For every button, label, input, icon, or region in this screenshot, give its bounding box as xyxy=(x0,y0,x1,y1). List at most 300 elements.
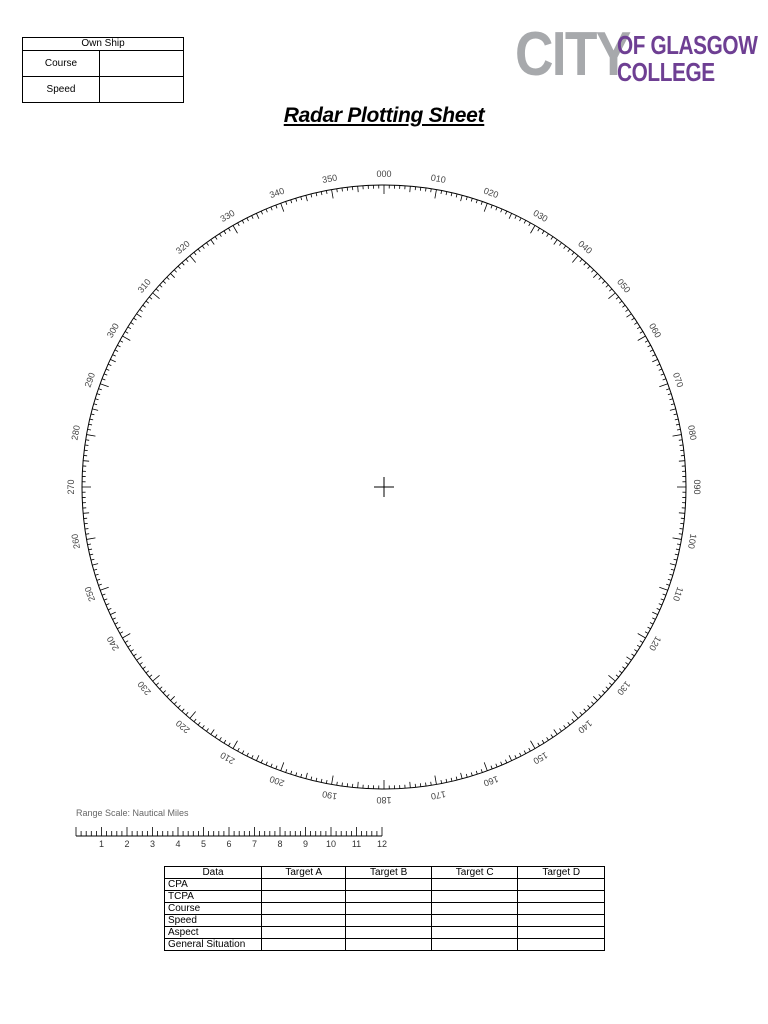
range-scale-label: Range Scale: Nautical Miles xyxy=(76,808,189,818)
compass-tick xyxy=(645,341,648,343)
range-scale-tick-label: 1 xyxy=(98,839,105,849)
compass-tick xyxy=(631,318,634,320)
compass-tick xyxy=(524,751,526,754)
range-scale xyxy=(76,827,387,849)
compass-tick xyxy=(505,211,506,214)
bearing-label: 260 xyxy=(69,533,82,550)
compass-tick xyxy=(652,359,657,362)
compass-tick xyxy=(599,277,602,279)
logo-city-text: CITY xyxy=(515,20,630,89)
compass-tick xyxy=(83,513,89,514)
compass-tick xyxy=(568,249,570,252)
compass-tick xyxy=(233,741,238,749)
compass-tick xyxy=(276,205,277,208)
compass-tick xyxy=(564,725,566,728)
compass-tick xyxy=(670,409,676,411)
table-cell[interactable] xyxy=(262,891,346,903)
table-cell[interactable] xyxy=(262,879,346,891)
compass-tick xyxy=(461,773,463,779)
compass-tick xyxy=(198,249,200,252)
table-cell[interactable] xyxy=(431,903,518,915)
compass-tick xyxy=(588,266,590,269)
compass-tick xyxy=(296,772,297,775)
compass-tick xyxy=(538,228,540,231)
compass-tick xyxy=(471,772,472,775)
compass-tick xyxy=(88,544,91,545)
compass-tick xyxy=(674,414,677,415)
compass-tick xyxy=(602,691,605,693)
compass-tick xyxy=(625,309,628,311)
compass-tick xyxy=(281,203,284,211)
range-scale-tick-label: 4 xyxy=(175,839,181,849)
compass-tick xyxy=(178,266,180,269)
compass-tick xyxy=(86,440,89,441)
compass-tick xyxy=(91,414,94,415)
table-cell[interactable] xyxy=(518,939,605,951)
compass-tick xyxy=(134,318,137,320)
compass-tick xyxy=(194,252,196,255)
compass-tick xyxy=(332,190,334,199)
compass-tick xyxy=(547,737,549,740)
table-header: Data xyxy=(165,867,262,879)
compass-tick xyxy=(625,662,628,664)
bearing-label: 050 xyxy=(615,276,633,295)
compass-tick xyxy=(484,203,487,211)
compass-tick xyxy=(668,394,671,395)
compass-tick xyxy=(301,197,302,200)
compass-tick xyxy=(572,256,578,263)
compass-tick xyxy=(182,263,184,266)
compass-tick xyxy=(529,223,531,226)
compass-tick xyxy=(266,762,267,765)
compass-tick xyxy=(110,612,115,615)
compass-tick xyxy=(524,220,526,223)
compass-tick xyxy=(476,771,477,774)
compass-tick xyxy=(190,256,196,263)
table-cell[interactable] xyxy=(262,903,346,915)
compass-tick xyxy=(211,240,214,245)
compass-tick xyxy=(115,350,118,352)
bearing-label: 220 xyxy=(173,718,192,736)
compass-tick xyxy=(117,627,120,629)
table-cell[interactable] xyxy=(262,939,346,951)
bearing-label: 070 xyxy=(670,371,686,389)
compass-tick xyxy=(90,554,93,555)
compass-tick xyxy=(481,201,482,204)
compass-tick xyxy=(668,579,671,580)
bearing-label: 130 xyxy=(615,679,633,698)
bearing-label: 240 xyxy=(104,634,122,653)
compass-tick xyxy=(591,270,593,273)
compass-tick xyxy=(106,369,109,370)
compass-tick xyxy=(631,654,634,656)
compass-tick xyxy=(657,364,660,365)
compass-tick xyxy=(410,782,411,788)
compass-tick xyxy=(143,667,146,669)
compass-tick xyxy=(163,281,166,283)
table-cell[interactable] xyxy=(431,879,518,891)
compass-tick xyxy=(238,223,240,226)
compass-tick xyxy=(650,350,653,352)
range-scale-tick-label: 7 xyxy=(251,839,258,849)
compass-tick xyxy=(182,709,184,712)
table-cell[interactable] xyxy=(518,903,605,915)
compass-tick xyxy=(358,782,359,788)
compass-tick xyxy=(206,243,208,246)
compass-tick xyxy=(128,327,131,329)
compass-tick xyxy=(673,538,682,540)
compass-tick xyxy=(538,743,540,746)
compass-tick xyxy=(551,237,553,240)
compass-tick xyxy=(441,780,442,783)
compass-tick xyxy=(481,769,482,772)
compass-tick xyxy=(94,569,97,570)
compass-tick xyxy=(321,192,322,195)
compass-tick xyxy=(117,345,120,347)
compass-tick xyxy=(83,461,89,462)
compass-tick xyxy=(491,205,492,208)
table-cell[interactable] xyxy=(431,939,518,951)
compass-tick xyxy=(671,569,674,570)
table-cell[interactable] xyxy=(518,927,605,939)
compass-tick xyxy=(648,627,651,629)
compass-tick xyxy=(593,273,597,277)
compass-tick xyxy=(95,574,98,575)
bearing-label: 230 xyxy=(135,679,153,698)
compass-tick xyxy=(509,755,512,760)
compass-tick xyxy=(435,190,437,199)
compass-tick xyxy=(640,331,643,333)
compass-tick xyxy=(137,314,142,317)
compass-tick xyxy=(311,777,312,780)
compass-tick xyxy=(441,191,442,194)
compass-tick xyxy=(113,618,116,620)
compass-tick xyxy=(291,200,292,203)
compass-tick xyxy=(113,355,116,357)
compass-tick xyxy=(170,696,174,700)
compass-tick xyxy=(102,379,105,380)
compass-tick xyxy=(451,778,452,781)
row-label: CPA xyxy=(165,879,262,891)
table-cell[interactable] xyxy=(346,879,431,891)
compass-tick xyxy=(202,246,204,249)
compass-tick xyxy=(94,404,97,405)
compass-tick xyxy=(606,285,609,287)
bearing-label: 030 xyxy=(531,207,550,225)
compass-tick xyxy=(679,461,685,462)
compass-tick xyxy=(89,549,92,550)
bearing-label: 160 xyxy=(482,773,500,789)
compass-tick xyxy=(659,369,662,370)
compass-tick xyxy=(677,544,680,545)
bearing-label: 280 xyxy=(69,424,82,441)
compass-tick xyxy=(146,671,149,673)
compass-tick xyxy=(215,237,217,240)
compass-tick xyxy=(451,193,452,196)
table-cell[interactable] xyxy=(431,915,518,927)
compass-tick xyxy=(247,753,249,756)
compass-tick xyxy=(276,766,277,769)
bearing-label: 310 xyxy=(135,276,153,295)
bearing-label: 290 xyxy=(82,371,98,389)
range-scale-tick-label: 2 xyxy=(124,839,130,849)
compass-tick xyxy=(97,579,100,580)
compass-tick xyxy=(90,419,93,420)
compass-tick xyxy=(206,728,208,731)
compass-tick xyxy=(337,189,338,192)
compass-tick xyxy=(572,252,574,255)
compass-tick xyxy=(87,435,96,437)
center-cross-icon xyxy=(374,477,394,497)
compass-tick xyxy=(104,599,107,600)
compass-tick xyxy=(608,675,615,681)
compass-tick xyxy=(584,263,586,266)
table-cell[interactable] xyxy=(518,879,605,891)
compass-tick xyxy=(588,705,590,708)
bearing-label: 170 xyxy=(430,789,447,802)
compass-tick xyxy=(122,336,130,341)
logo-line2-text: COLLEGE xyxy=(617,57,715,87)
compass-tick xyxy=(198,722,200,725)
table-cell[interactable] xyxy=(262,927,346,939)
table-row xyxy=(165,891,605,903)
compass-tick xyxy=(311,194,312,197)
bearing-label: 150 xyxy=(531,749,550,767)
table-row xyxy=(165,903,605,915)
compass-tick xyxy=(202,725,204,728)
compass-tick xyxy=(178,705,180,708)
compass-tick xyxy=(572,719,574,722)
compass-tick xyxy=(609,683,612,685)
compass-tick xyxy=(194,719,196,722)
table-row xyxy=(165,879,605,891)
compass-tick xyxy=(515,755,517,758)
compass-tick xyxy=(256,755,259,760)
compass-tick xyxy=(95,399,98,400)
compass-tick xyxy=(110,359,115,362)
target-data-table xyxy=(164,866,605,951)
bearing-label: 180 xyxy=(376,795,392,805)
range-scale-tick-label: 8 xyxy=(277,839,283,849)
bearing-label: 270 xyxy=(66,479,76,495)
compass-tick xyxy=(190,711,196,718)
compass-tick xyxy=(657,608,660,609)
compass-tick xyxy=(669,574,672,575)
compass-tick xyxy=(669,399,672,400)
page-title: Radar Plotting Sheet xyxy=(283,104,485,127)
compass-tick xyxy=(559,728,561,731)
compass-tick xyxy=(306,773,308,779)
compass-tick xyxy=(316,193,317,196)
compass-tick xyxy=(640,641,643,643)
bearing-label: 120 xyxy=(646,634,664,653)
compass-tick xyxy=(661,374,664,375)
compass-tick xyxy=(670,564,676,566)
compass-tick xyxy=(496,764,497,767)
bearing-label: 110 xyxy=(670,585,686,603)
compass-tick xyxy=(211,729,214,734)
compass-tick xyxy=(501,762,502,765)
compass-tick xyxy=(606,687,609,689)
compass-tick xyxy=(326,780,327,783)
compass-tick xyxy=(220,234,222,237)
compass-tick xyxy=(634,323,637,325)
compass-tick xyxy=(652,612,657,615)
compass-tick xyxy=(134,654,137,656)
table-cell[interactable] xyxy=(346,891,431,903)
table-cell[interactable] xyxy=(518,915,605,927)
compass-tick xyxy=(286,769,287,772)
compass-tick xyxy=(86,534,89,535)
compass-tick xyxy=(609,289,612,291)
compass-tick xyxy=(156,289,159,291)
compass-tick xyxy=(626,657,631,660)
table-cell[interactable] xyxy=(431,927,518,939)
compass-tick xyxy=(456,194,457,197)
compass-tick xyxy=(100,587,108,590)
compass-tick xyxy=(501,209,502,212)
compass-tick xyxy=(291,771,292,774)
compass-tick xyxy=(261,760,262,763)
compass-tick xyxy=(87,538,96,540)
compass-tick xyxy=(431,782,432,785)
compass-rose xyxy=(66,169,702,805)
compass-tick xyxy=(247,218,249,221)
compass-tick xyxy=(186,259,188,262)
bearing-label: 020 xyxy=(482,185,500,201)
compass-tick xyxy=(92,564,98,566)
compass-tick xyxy=(593,696,597,700)
row-label: Speed xyxy=(165,915,262,927)
compass-tick xyxy=(410,186,411,192)
table-header: Target A xyxy=(262,867,346,879)
compass-tick xyxy=(679,513,685,514)
compass-tick xyxy=(619,671,622,673)
range-scale-tick-label: 5 xyxy=(200,839,207,849)
row-label: Course xyxy=(165,903,262,915)
compass-tick xyxy=(358,186,359,192)
bearing-label: 350 xyxy=(321,172,338,185)
own-ship-course-label: Course xyxy=(23,51,100,77)
compass-tick xyxy=(143,305,146,307)
compass-tick xyxy=(461,195,463,201)
compass-tick xyxy=(108,364,111,365)
compass-tick xyxy=(584,709,586,712)
compass-tick xyxy=(228,228,230,231)
compass-tick xyxy=(677,429,680,430)
compass-tick xyxy=(106,604,109,605)
table-cell[interactable] xyxy=(346,939,431,951)
bearing-label: 210 xyxy=(218,749,237,767)
compass-tick xyxy=(170,273,174,277)
compass-tick xyxy=(496,207,497,210)
bearing-label: 100 xyxy=(686,533,699,550)
compass-tick xyxy=(551,734,553,737)
compass-tick xyxy=(580,259,582,262)
compass-tick xyxy=(466,197,467,200)
table-row xyxy=(165,915,605,927)
compass-tick xyxy=(659,384,667,387)
compass-tick xyxy=(332,776,334,785)
compass-tick xyxy=(476,200,477,203)
bearing-label: 080 xyxy=(686,424,699,441)
compass-tick xyxy=(128,645,131,647)
compass-tick xyxy=(520,753,522,756)
range-scale-tick-label: 9 xyxy=(302,839,309,849)
compass-tick xyxy=(674,559,677,560)
table-row xyxy=(165,927,605,939)
table-row xyxy=(165,939,605,951)
compass-tick xyxy=(174,270,176,273)
bearing-label: 200 xyxy=(268,773,286,789)
row-label: TCPA xyxy=(165,891,262,903)
compass-tick xyxy=(266,209,267,212)
bearing-label: 340 xyxy=(268,185,286,201)
compass-tick xyxy=(509,213,512,218)
compass-tick xyxy=(645,632,648,634)
bearing-label: 250 xyxy=(82,585,98,603)
compass-tick xyxy=(153,293,160,299)
table-header: Target D xyxy=(518,867,605,879)
bearing-label: 000 xyxy=(376,169,392,179)
compass-tick xyxy=(446,779,447,782)
compass-tick xyxy=(542,231,544,234)
compass-tick xyxy=(599,694,602,696)
own-ship-speed-label: Speed xyxy=(23,77,100,103)
compass-tick xyxy=(650,623,653,625)
compass-tick xyxy=(271,764,272,767)
table-cell[interactable] xyxy=(262,915,346,927)
range-scale-tick-label: 6 xyxy=(226,839,232,849)
table-cell[interactable] xyxy=(346,915,431,927)
bearing-label: 320 xyxy=(173,238,192,256)
bearing-label: 330 xyxy=(218,207,237,225)
table-cell[interactable] xyxy=(518,891,605,903)
compass-tick xyxy=(471,198,472,201)
compass-tick xyxy=(435,776,437,785)
compass-tick xyxy=(104,374,107,375)
compass-tick xyxy=(89,424,92,425)
compass-tick xyxy=(238,748,240,751)
compass-tick xyxy=(97,394,100,395)
compass-tick xyxy=(120,632,123,634)
compass-tick xyxy=(616,297,619,299)
compass-tick xyxy=(160,285,163,287)
compass-tick xyxy=(608,293,615,299)
compass-tick xyxy=(580,712,582,715)
compass-tick xyxy=(671,404,674,405)
compass-tick xyxy=(242,220,244,223)
compass-tick xyxy=(648,345,651,347)
compass-tick xyxy=(529,748,531,751)
table-cell[interactable] xyxy=(346,927,431,939)
compass-tick xyxy=(505,760,506,763)
table-cell[interactable] xyxy=(431,891,518,903)
compass-tick xyxy=(673,435,682,437)
compass-tick xyxy=(167,694,170,696)
bearing-label: 090 xyxy=(692,479,702,495)
compass-tick xyxy=(520,218,522,221)
compass-tick xyxy=(122,634,130,639)
compass-tick xyxy=(547,234,549,237)
compass-tick xyxy=(160,687,163,689)
compass-tick xyxy=(638,634,646,639)
table-cell[interactable] xyxy=(346,903,431,915)
compass-tick xyxy=(301,774,302,777)
compass-tick xyxy=(120,341,123,343)
compass-tick xyxy=(675,554,678,555)
compass-tick xyxy=(675,419,678,420)
